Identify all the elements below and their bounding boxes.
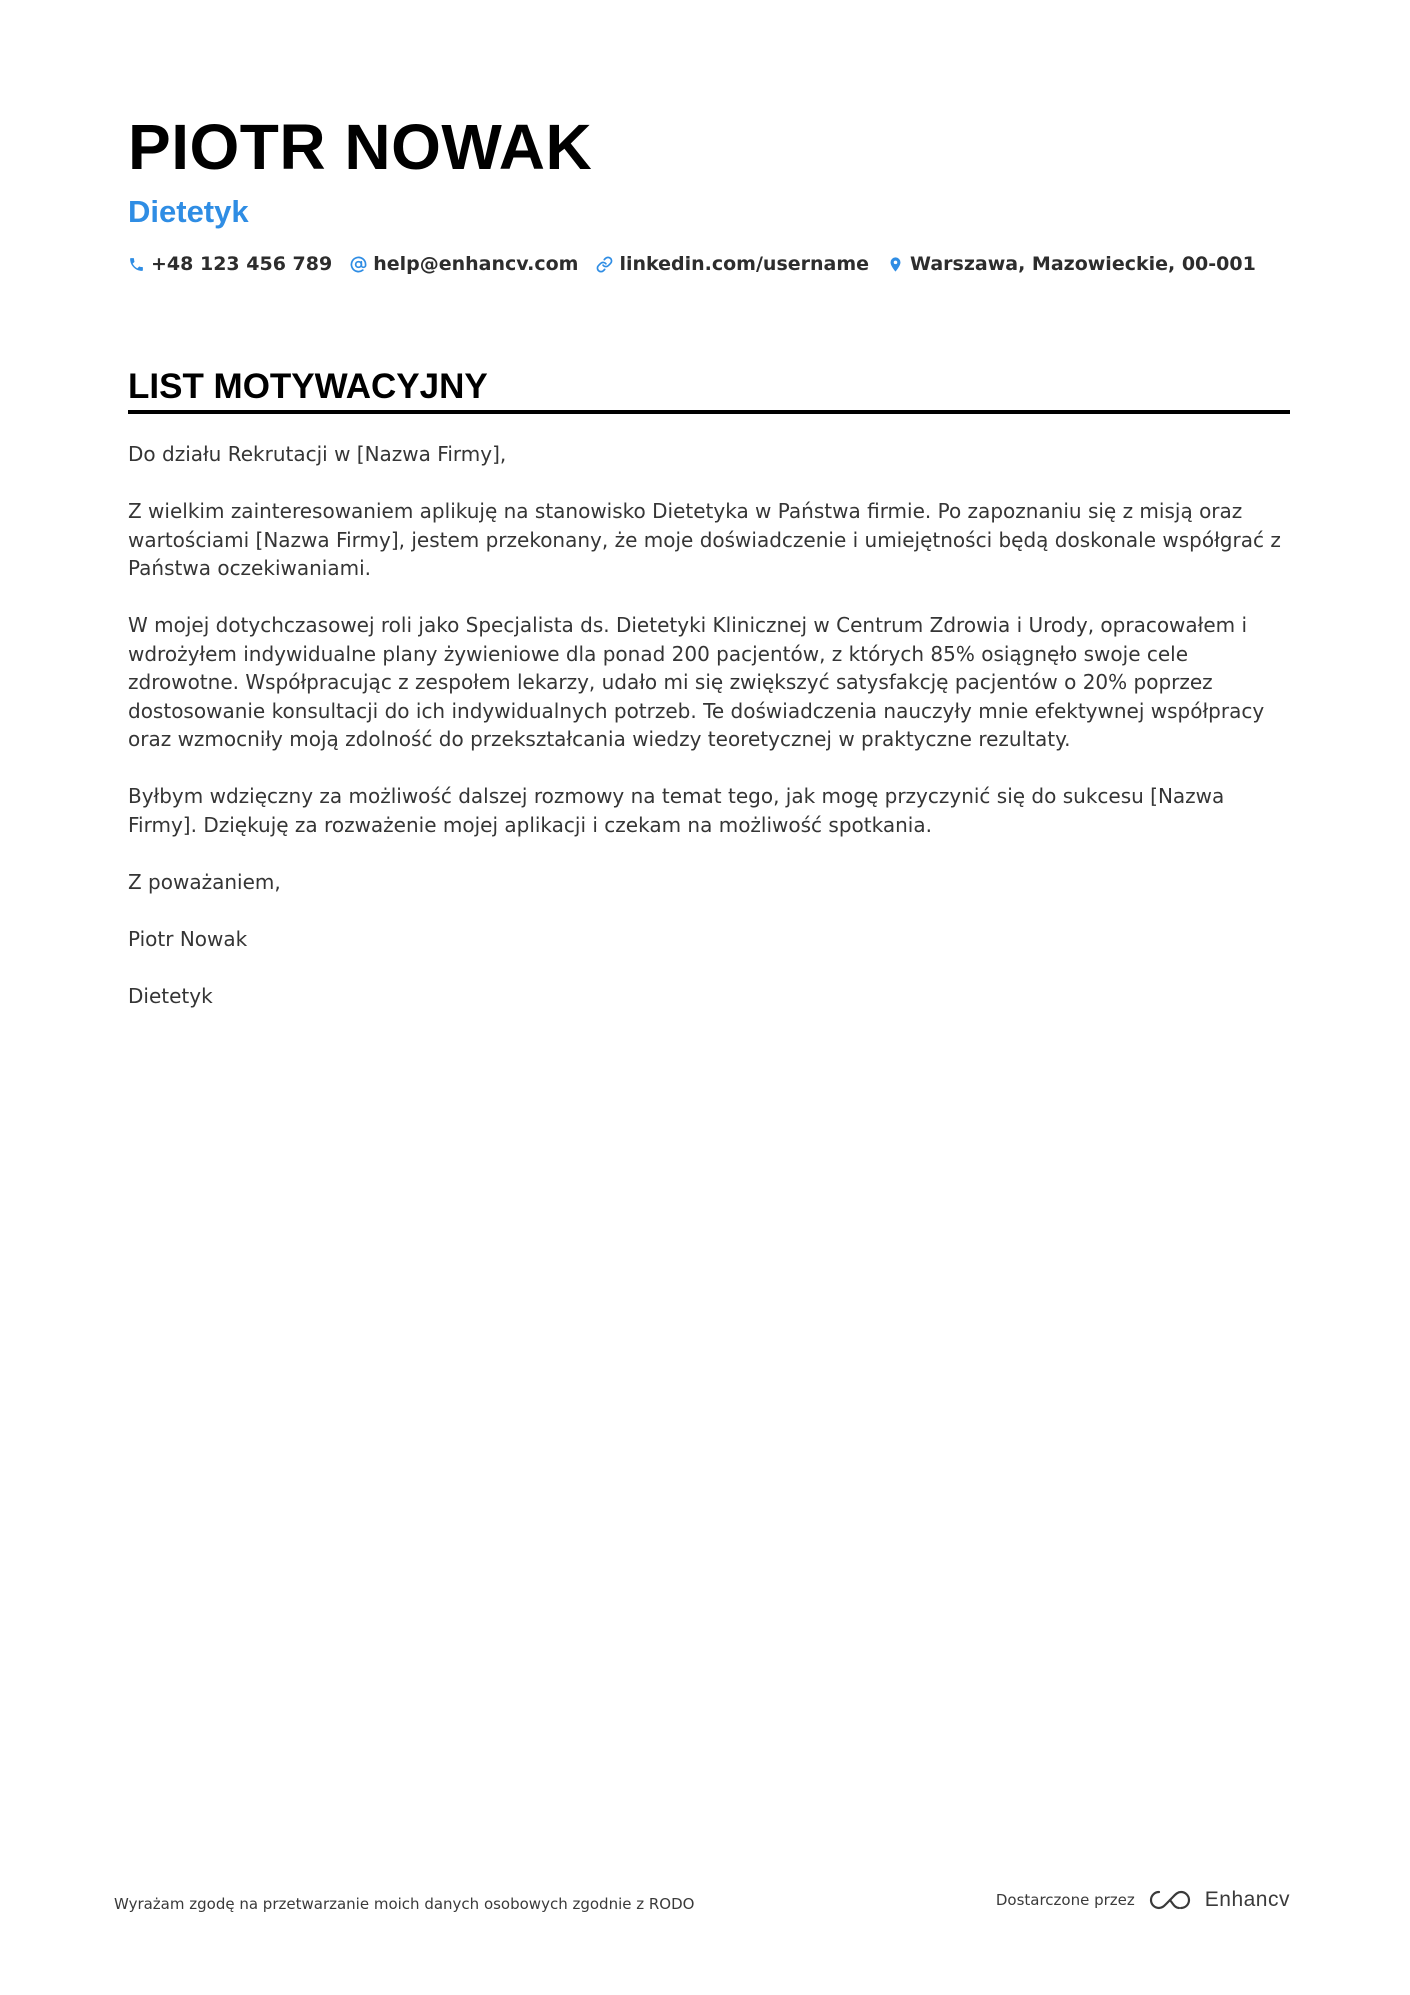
candidate-title: Dietetyk [128, 194, 249, 229]
powered-by-label: Dostarczone przez [995, 1891, 1135, 1909]
link-icon [596, 256, 613, 273]
contact-email[interactable] [350, 253, 578, 275]
location-pin-icon [887, 256, 904, 273]
contact-location-text: Warszawa, Mazowieckie, 00-001 [910, 253, 1256, 275]
enhancv-logo-icon [1147, 1888, 1193, 1912]
contact-linkedin[interactable] [596, 253, 869, 275]
section-divider [128, 410, 1290, 414]
candidate-name: PIOTR NOWAK [128, 111, 593, 183]
powered-by[interactable] [996, 1888, 1290, 1912]
signature-title: Dietetyk [128, 983, 213, 1008]
letter-paragraph: Byłbym wdzięczny za możliwość dalszej rozmowy na temat tego, jak mogę przyczynić się do sukcesu [Nazwa Firmy]. Dziękuję za rozważenie mojej aplikacji i czekam na możliwość spotkania. [128, 784, 1225, 837]
gdpr-consent-note: Wyrażam zgodę na przetwarzanie moich danych osobowych zgodnie z RODO [114, 1895, 695, 1913]
contact-linkedin-text: linkedin.com/username [619, 253, 870, 275]
phone-icon [128, 256, 145, 273]
letter-body [128, 440, 1293, 1039]
at-icon [350, 256, 367, 273]
signature-name: Piotr Nowak [128, 926, 248, 951]
contact-bar [128, 253, 1256, 275]
letter-paragraph: Z wielkim zainteresowaniem aplikuję na stanowisko Dietetyka w Państwa firmie. Po zapoznaniu się z misją oraz wartościami [Nazwa Firmy], jestem przekonany, że moje doświadczenie i umiejętności będą doskonale współgrać z Państwa oczekiwaniami. [128, 499, 1281, 580]
contact-phone-text: +48 123 456 789 [151, 253, 333, 275]
contact-email-text: help@enhancv.com [373, 253, 579, 275]
letter-paragraph: W mojej dotychczasowej roli jako Specjalista ds. Dietetyki Klinicznej w Centrum Zdrowia i Urody, opracowałem i wdrożyłem indywidualne plany żywieniowe dla ponad 200 pacjentów, z których 85% osiągnęło swoje cele zdrowotne. Współpracując z zespołem lekarzy, udało mi się zwiększyć satysfakcję pacjentów o 20% poprzez dostosowanie konsultacji do ich indywidualnych potrzeb. Te doświadczenia nauczyły mnie efektywnej współpracy oraz wzmocniły moją zdolność do przekształcania wiedzy teoretycznej w praktyczne rezultaty. [128, 613, 1265, 751]
brand-name: Enhancv [1204, 1888, 1290, 1911]
section-title: LIST MOTYWACYJNY [128, 367, 488, 406]
letter-greeting: Do działu Rekrutacji w [Nazwa Firmy], [128, 442, 507, 466]
contact-location [887, 253, 1256, 275]
letter-closing: Z poważaniem, [128, 869, 281, 894]
contact-phone[interactable] [128, 253, 332, 275]
